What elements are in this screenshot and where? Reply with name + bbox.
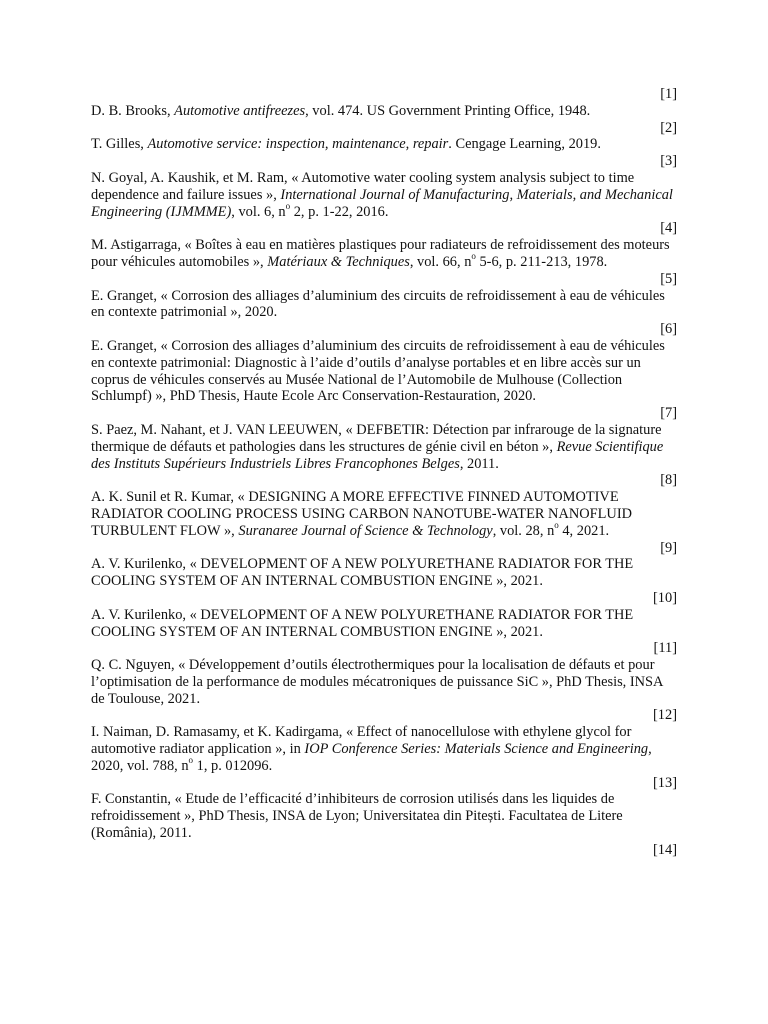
reference-text-segment: 1, p. 012096. bbox=[193, 757, 273, 774]
reference-entry bbox=[91, 590, 677, 640]
reference-list bbox=[91, 86, 677, 859]
reference-superscript: o bbox=[554, 519, 559, 530]
reference-entry bbox=[91, 707, 677, 774]
reference-number: [14] bbox=[653, 841, 677, 858]
reference-text-segment: D. B. Brooks, bbox=[91, 102, 175, 119]
reference-text bbox=[91, 657, 677, 707]
reference-entry bbox=[91, 86, 677, 120]
reference-entry bbox=[91, 472, 677, 539]
reference-title-italic: International Journal of Manufacturing, Materials, and Mechanical Engineering (IJMMME) bbox=[91, 186, 673, 220]
reference-text bbox=[91, 170, 677, 220]
reference-entry bbox=[91, 153, 677, 220]
reference-text-segment: S. Paez, M. Nahant, et J. VAN LEEUWEN, « DEFBETIR: Détection par infrarouge de la signature thermique de défauts et pathologies dans les structures de génie civil en béton », bbox=[91, 421, 662, 455]
reference-text-segment: 5-6, p. 211-213, 1978. bbox=[475, 253, 608, 270]
reference-text bbox=[91, 103, 677, 120]
reference-entry bbox=[91, 271, 677, 321]
reference-text bbox=[91, 489, 677, 539]
reference-text-segment: 2, p. 1-22, 2016. bbox=[290, 203, 389, 220]
reference-title-italic: Automotive antifreezes bbox=[174, 102, 306, 119]
reference-text bbox=[91, 724, 677, 774]
reference-entry bbox=[91, 775, 677, 842]
reference-number: [3] bbox=[660, 153, 677, 170]
reference-entry bbox=[91, 220, 677, 270]
reference-text bbox=[91, 136, 677, 153]
reference-text-segment: , vol. 28, n bbox=[492, 522, 555, 539]
reference-entry bbox=[91, 321, 677, 405]
reference-text-segment: E. Granget, « Corrosion des alliages d’aluminium des circuits de refroidissement à eau de véhicules en contexte patrimonial », 2020. bbox=[91, 287, 665, 321]
reference-number: [8] bbox=[660, 472, 677, 489]
reference-superscript: o bbox=[188, 755, 194, 766]
reference-number: [10] bbox=[653, 589, 677, 606]
reference-text-segment: T. Gilles, bbox=[91, 136, 148, 153]
reference-title-italic: IOP Conference Series: Materials Science and Engineering bbox=[304, 741, 649, 758]
reference-entry bbox=[91, 405, 677, 472]
reference-text-segment: A. K. Sunil et R. Kumar, « DESIGNING A MORE EFFECTIVE FINNED AUTOMOTIVE RADIATOR COOLING PROCESS USING CARBON NANOTUBE-WATER NANOFLUID TURBULENT FLOW », bbox=[91, 489, 633, 539]
reference-number: [12] bbox=[653, 707, 677, 724]
reference-text bbox=[91, 422, 677, 472]
reference-text-segment: I. Naiman, D. Ramasamy, et K. Kadirgama, « Effect of nanocellulose with ethylene glycol for automotive radiator application », in bbox=[91, 724, 632, 758]
reference-number: [13] bbox=[653, 774, 677, 791]
reference-number: [6] bbox=[660, 321, 677, 338]
reference-text-segment: A. V. Kurilenko, « DEVELOPMENT OF A NEW POLYURETHANE RADIATOR FOR THE COOLING SYSTEM OF AN INTERNAL COMBUSTION ENGINE », 2021. bbox=[91, 556, 634, 590]
reference-entry bbox=[91, 640, 677, 707]
reference-text bbox=[91, 791, 677, 841]
reference-entry bbox=[91, 120, 677, 154]
reference-text-segment: F. Constantin, « Etude de l’efficacité d’inhibiteurs de corrosion utilisés dans les liquides de refroidissement », PhD Thesis, INSA de Lyon; Universitatea din Pitești. Facultatea de Litere (România), 2011. bbox=[91, 791, 623, 842]
reference-text-segment: , vol. 6, n bbox=[231, 203, 286, 220]
reference-text bbox=[91, 556, 677, 590]
reference-title-italic: Revue Scientifique des Instituts Supérieurs Industriels Libres Francophones Belges bbox=[91, 438, 664, 472]
reference-number: [9] bbox=[660, 539, 677, 556]
reference-number: [4] bbox=[660, 220, 677, 237]
reference-text bbox=[91, 237, 677, 271]
reference-superscript: o bbox=[285, 200, 291, 211]
reference-number: [1] bbox=[660, 86, 677, 102]
reference-text-segment: Q. C. Nguyen, « Développement d’outils électrothermiques pour la localisation de défauts et pour l’optimisation de la performance de modules mécatroniques de puissance SiC », PhD Thesis, INSA de Toulouse, 2021. bbox=[91, 657, 663, 707]
reference-title-italic: Matériaux & Techniques bbox=[267, 253, 410, 270]
reference-text-segment: E. Granget, « Corrosion des alliages d’aluminium des circuits de refroidissement à eau de véhicules en contexte patrimonial: Diagnostic à l’aide d’outils d’analyse portables et en libre accès sur un coprus de véhicules conservés au Musée National de l’Automobile de Mulhouse (Collection Schlumpf) », PhD Thesis, Haute Ecole Arc Conservation-Restauration, 2020. bbox=[91, 337, 665, 405]
reference-superscript: o bbox=[471, 251, 476, 262]
reference-text bbox=[91, 288, 677, 322]
reference-text-segment: , 2011. bbox=[459, 455, 499, 472]
reference-text-segment: , vol. 66, n bbox=[409, 253, 472, 270]
reference-number: [7] bbox=[660, 405, 677, 422]
reference-text-segment: . Cengage Learning, 2019. bbox=[448, 136, 601, 153]
reference-number: [2] bbox=[660, 119, 677, 136]
reference-text-segment: A. V. Kurilenko, « DEVELOPMENT OF A NEW POLYURETHANE RADIATOR FOR THE COOLING SYSTEM OF AN INTERNAL COMBUSTION ENGINE », 2021. bbox=[91, 606, 634, 640]
reference-number: [5] bbox=[660, 270, 677, 287]
reference-text-segment: M. Astigarraga, « Boîtes à eau en matières plastiques pour radiateurs de refroidissement des moteurs pour véhicules automobiles », bbox=[91, 237, 670, 270]
reference-text-segment: 4, 2021. bbox=[558, 522, 610, 539]
reference-number: [11] bbox=[653, 640, 677, 657]
reference-text-segment: N. Goyal, A. Kaushik, et M. Ram, « Automotive water cooling system analysis subject to time dependence and failure issues », bbox=[91, 169, 635, 203]
reference-title-italic: Automotive service: inspection, maintenance, repair bbox=[147, 136, 449, 153]
reference-entry bbox=[91, 540, 677, 590]
reference-list-items bbox=[91, 86, 677, 842]
reference-text bbox=[91, 338, 677, 405]
reference-text-segment: , vol. 474. US Government Printing Office, 1948. bbox=[305, 102, 591, 119]
reference-title-italic: Suranaree Journal of Science & Technology bbox=[238, 522, 493, 539]
reference-text bbox=[91, 607, 677, 641]
reference-text-segment: , 2020, vol. 788, n bbox=[91, 741, 652, 774]
